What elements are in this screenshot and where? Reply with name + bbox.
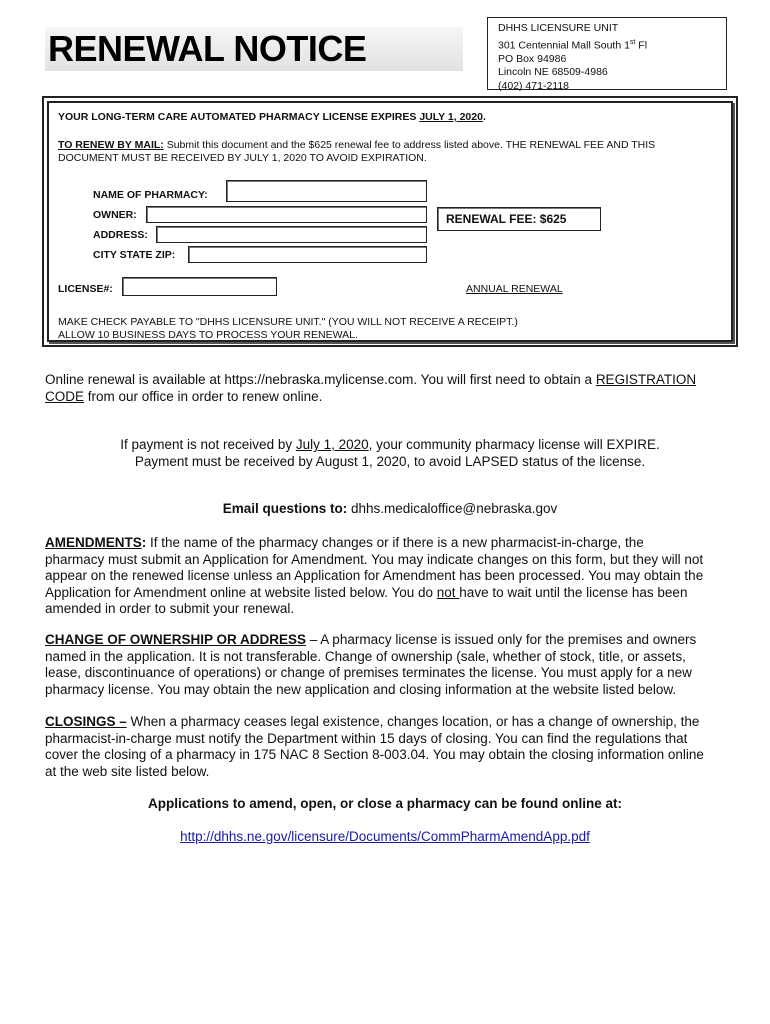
license-number-field[interactable] bbox=[122, 277, 277, 296]
address-line-city: Lincoln NE 68509-4986 bbox=[498, 66, 608, 78]
closings-heading: CLOSINGS – bbox=[45, 714, 127, 729]
annual-renewal-label: ANNUAL RENEWAL bbox=[466, 283, 563, 295]
address-label: ADDRESS: bbox=[93, 229, 148, 241]
owner-label: OWNER: bbox=[93, 209, 137, 221]
online-renewal-text: Online renewal is available at https://nebraska.mylicense.com. You will first need to obtain a REGISTRATION CODE from our office in order to renew online. bbox=[45, 372, 697, 404]
email-questions: Email questions to: dhhs.medicaloffice@nebraska.gov bbox=[222, 501, 558, 516]
license-label: LICENSE#: bbox=[58, 283, 113, 295]
name-label: NAME OF PHARMACY: bbox=[93, 189, 208, 201]
address-field[interactable] bbox=[156, 226, 427, 243]
email-address: dhhs.medicaloffice@nebraska.gov bbox=[350, 501, 558, 516]
registration-code-link: REGISTRATION bbox=[595, 372, 697, 387]
ownership-section: CHANGE OF OWNERSHIP OR ADDRESS – A pharmacy license is issued only for the premises and owners named in the application. It is not transferable. Change of ownership (sale, whether of stock, title, or assets, lease, discontinuance of operations) or change of premises terminates the license. You must apply for a new pharmacy license. You may obtain the new application and closing information at the website listed below. bbox=[45, 632, 697, 697]
city-label: CITY STATE ZIP: bbox=[93, 249, 176, 261]
check-instructions: MAKE CHECK PAYABLE TO "DHHS LICENSURE UNIT." (YOU WILL NOT RECEIVE A RECEIPT.) ALLOW 10 BUSINESS DAYS TO PROCESS YOUR RENEWAL. bbox=[58, 316, 518, 341]
mail-instructions: TO RENEW BY MAIL: Submit this document and the $625 renewal fee to address listed above. THE RENEWAL FEE AND THIS DOCUMENT MUST BE RECEIVED BY JULY 1, 2020 TO AVOID EXPIRATION. bbox=[58, 139, 656, 164]
renewal-fee-box: RENEWAL FEE: $625 bbox=[437, 207, 601, 231]
address-line-pobox: PO Box 94986 bbox=[498, 52, 567, 65]
closings-section: CLOSINGS – When a pharmacy ceases legal existence, changes location, or has a change of ownership, the pharmacist-in-charge must notify the Department within 15 days of closing. You can find the regulations that cover the closing of a pharmacy in 175 NAC 8 Section 8-003.04. You may obtain the closing information online at the web site listed below. bbox=[45, 714, 704, 779]
application-url-container bbox=[45, 829, 725, 846]
address-line-street: 301 Centennial Mall South 1st Fl bbox=[498, 38, 648, 51]
amendments-section: AMENDMENTS: If the name of the pharmacy changes or if there is a new pharmacist-in-charge, the pharmacy must submit an Application for Amendment. You may indicate changes on this form, but they will not appear on the renewed license unless an Application for Amendment has been processed. You may obtain the Application for Amendment online at website listed below. You do not have to wait until the license has been amended in order to submit your renewal. bbox=[45, 535, 704, 616]
owner-field[interactable] bbox=[146, 206, 427, 223]
address-box bbox=[487, 17, 727, 90]
application-url-link[interactable]: http://dhhs.ne.gov/licensure/Documents/CommPharmAmendApp.pdf bbox=[180, 829, 590, 844]
city-state-zip-field[interactable] bbox=[188, 246, 427, 263]
page-title: RENEWAL NOTICE bbox=[48, 28, 367, 69]
ownership-heading: CHANGE OF OWNERSHIP OR ADDRESS bbox=[45, 632, 307, 647]
amendments-heading: AMENDMENTS bbox=[45, 535, 142, 550]
applications-text: Applications to amend, open, or close a pharmacy can be found online at: bbox=[147, 796, 623, 811]
payment-notice: If payment is not received by July 1, 2020, your community pharmacy license will EXPIRE. Payment must be received by August 1, 2020, to avoid LAPSED status of the license. bbox=[120, 437, 660, 469]
pharmacy-name-field[interactable] bbox=[226, 180, 427, 202]
address-line-unit: DHHS LICENSURE UNIT bbox=[498, 22, 619, 34]
expiration-notice: YOUR LONG-TERM CARE AUTOMATED PHARMACY LICENSE EXPIRES JULY 1, 2020. bbox=[58, 111, 486, 123]
address-line-phone: (402) 471-2118 bbox=[498, 79, 570, 92]
